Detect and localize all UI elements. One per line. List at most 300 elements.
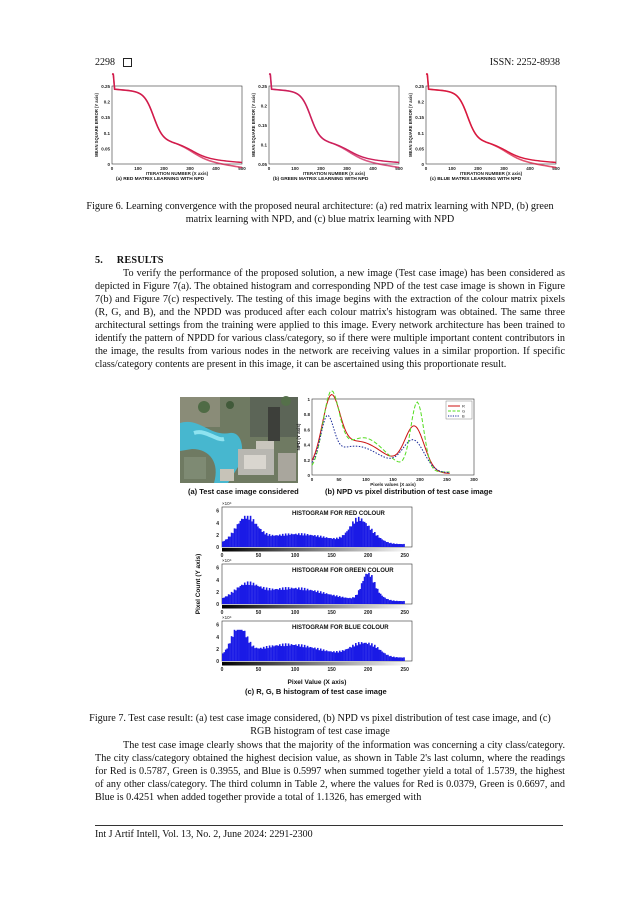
histogram-bar	[402, 544, 404, 547]
y-tick-label: 0.2	[260, 103, 267, 109]
histogram-bar	[364, 577, 366, 604]
x-tick-label: 0	[424, 166, 428, 171]
histogram-bar	[343, 535, 345, 547]
histogram-bar	[380, 538, 382, 547]
npd-x-tick: 300	[470, 477, 478, 482]
y-tick-label: 0.25	[101, 84, 110, 89]
histogram-bar	[321, 538, 323, 547]
histogram-bar	[279, 534, 281, 547]
histogram-bar	[374, 532, 376, 547]
histogram-bar	[254, 524, 256, 547]
histogram-bar	[273, 646, 275, 661]
histogram-bar	[234, 630, 236, 661]
npd-x-tick: 200	[416, 477, 424, 482]
y-tick-label: 0.1	[103, 130, 110, 136]
histogram-bar	[244, 631, 246, 661]
histogram-bar	[260, 586, 262, 604]
histogram-bar	[389, 543, 391, 547]
histogram-bar	[257, 648, 259, 661]
histogram-bar	[383, 597, 385, 604]
histogram-bar	[289, 535, 291, 547]
histogram-bar	[229, 643, 231, 661]
histogram-bar	[240, 521, 242, 547]
histogram-bar	[327, 594, 329, 604]
histogram-bar	[384, 598, 386, 604]
histogram-bar	[396, 657, 398, 661]
histogram-bar	[222, 598, 224, 604]
histogram-bar	[387, 599, 389, 604]
x-tick-label: 400	[369, 166, 377, 171]
histogram-bar	[279, 588, 281, 604]
histogram-bar	[260, 529, 262, 547]
histogram-bar	[298, 587, 300, 604]
x-axis-label: ITERATION NUMBER (X axis)	[302, 171, 366, 176]
histogram-bar	[324, 538, 326, 547]
histogram-title: HISTOGRAM FOR BLUE COLOUR	[292, 625, 389, 631]
hist-y-tick: 6	[216, 508, 219, 515]
fig6-panel-3	[408, 74, 560, 182]
intensity-ramp	[222, 548, 412, 552]
histogram-bar	[375, 588, 377, 604]
histogram-bar	[387, 542, 389, 547]
histogram-bar	[330, 651, 332, 661]
histogram-bar	[240, 586, 242, 604]
x-tick-label: 200	[317, 166, 325, 171]
histogram-bar	[250, 582, 252, 604]
x-tick-label: 500	[552, 166, 560, 171]
histogram-bar	[381, 596, 383, 604]
histogram-bar	[381, 539, 383, 547]
histogram-bar	[332, 539, 334, 547]
histogram-bar	[390, 543, 392, 547]
histogram-bar	[374, 645, 376, 661]
y-tick-label: 0.15	[101, 115, 110, 121]
histogram-bar	[367, 574, 369, 604]
histogram-bar	[232, 533, 234, 547]
histogram-bar	[275, 589, 277, 604]
histogram-bar	[286, 590, 288, 604]
x-tick-label: 400	[212, 166, 220, 171]
histogram-bar	[335, 539, 337, 547]
histogram-bar	[232, 637, 234, 661]
histogram-bar	[270, 536, 272, 547]
y-tick-label: 0.15	[415, 115, 424, 121]
histogram-bar	[351, 598, 353, 604]
hist-x-tick: 100	[290, 667, 300, 673]
histogram-bar	[223, 652, 225, 661]
histogram-bar	[330, 538, 332, 547]
page-number: 2298	[95, 57, 132, 68]
histogram-bar	[346, 531, 348, 547]
histogram-bar	[333, 651, 335, 661]
histogram-bar	[237, 630, 239, 661]
histogram-bar	[394, 544, 396, 547]
histogram-bar	[275, 535, 277, 547]
histogram-bar	[267, 590, 269, 604]
x-tick-label: 100	[291, 166, 299, 171]
hist-x-label: Pixel Value (X axis)	[287, 679, 347, 686]
histogram-bar	[368, 573, 370, 604]
histogram-bar	[278, 590, 280, 604]
histogram-bar	[327, 538, 329, 547]
histogram-bar	[242, 631, 244, 661]
histogram-bar	[403, 544, 405, 547]
hist-y-tick: 6	[216, 622, 219, 629]
histogram-bar	[294, 645, 296, 661]
histogram-bar	[267, 648, 269, 661]
y-tick-label: 0	[107, 162, 110, 167]
npd-y-tick: 0.2	[303, 457, 310, 463]
square-icon	[123, 58, 132, 67]
histogram-bar	[289, 589, 291, 604]
y-tick-label: 0	[421, 162, 424, 167]
histogram-bar	[333, 538, 335, 547]
histogram-bar	[310, 590, 312, 604]
histogram-bar	[231, 533, 233, 547]
histogram-bar	[361, 518, 363, 547]
histogram-bar	[349, 526, 351, 547]
histogram-bar	[282, 534, 284, 547]
histogram-bar	[307, 646, 309, 661]
histogram-bar	[234, 528, 236, 547]
x-tick-label: 300	[500, 166, 508, 171]
histogram-bar	[304, 533, 306, 547]
histogram-bar	[342, 597, 344, 604]
histogram-bar	[346, 649, 348, 661]
histogram-bar	[223, 598, 225, 604]
hist-x-tick: 0	[220, 610, 224, 616]
histogram-bar	[266, 533, 268, 547]
y-axis-label: MEAN SQUARE ERROR (Y axis)	[94, 93, 99, 157]
histogram-bar	[400, 601, 402, 604]
exponent-label: ×10⁴	[222, 501, 232, 506]
histogram-title: HISTOGRAM FOR RED COLOUR	[292, 511, 385, 517]
x-tick-label: 100	[448, 166, 456, 171]
histogram-bar	[308, 647, 310, 661]
histogram-bar	[393, 600, 395, 604]
histogram-bar	[266, 646, 268, 661]
histogram-bar	[397, 601, 399, 604]
issn: ISSN: 2252-8938	[489, 57, 560, 68]
histogram-bar	[260, 648, 262, 661]
histogram-bar	[365, 523, 367, 547]
histogram-bar	[291, 588, 293, 604]
histogram-bar	[389, 600, 391, 604]
histogram-bar	[244, 516, 246, 547]
y-tick-label: 0.05	[415, 146, 424, 152]
hist-x-tick: 200	[363, 553, 373, 559]
histogram-bar	[298, 644, 300, 661]
histogram-bar	[378, 650, 380, 661]
histogram-bar	[254, 586, 256, 604]
x-tick-label: 200	[160, 166, 168, 171]
histogram-bar	[253, 519, 255, 547]
histogram-bar	[327, 651, 329, 661]
histogram-bar	[278, 536, 280, 547]
histogram-bar	[365, 643, 367, 661]
x-tick-label: 300	[343, 166, 351, 171]
y-axis-label: MEAN SQUARE ERROR (Y axis)	[251, 93, 256, 157]
histogram-bar	[278, 646, 280, 661]
histogram-bar	[318, 650, 320, 661]
histogram-bar	[248, 585, 250, 604]
histogram-bar	[349, 598, 351, 604]
histogram-bar	[358, 517, 360, 547]
histogram-bar	[222, 653, 224, 661]
hist-x-tick: 0	[220, 553, 224, 559]
histogram-bar	[320, 591, 322, 604]
histogram-bar	[326, 593, 328, 604]
histogram-bar	[299, 535, 301, 547]
histogram-bar	[377, 535, 379, 547]
histogram-bar	[386, 655, 388, 661]
histogram-bar	[280, 590, 282, 604]
histogram-bar	[229, 537, 231, 547]
histogram-bar	[399, 544, 401, 547]
npd-y-label: NPD (Y axis)	[296, 423, 301, 451]
histogram-bar	[340, 597, 342, 604]
histogram-bar	[305, 590, 307, 604]
histogram-bar	[390, 656, 392, 661]
histogram-bar	[297, 535, 299, 547]
histogram-bar	[335, 596, 337, 604]
histogram-bar	[383, 653, 385, 661]
legend-entry: G	[462, 408, 466, 414]
histogram-bar	[307, 534, 309, 547]
histogram-bar	[285, 533, 287, 547]
histogram-bar	[261, 649, 263, 661]
histogram-bar	[307, 589, 309, 604]
histogram-bar	[356, 645, 358, 661]
histogram-bar	[380, 650, 382, 661]
histogram-bar	[269, 645, 271, 661]
histogram-bar	[316, 592, 318, 604]
histogram-bar	[318, 537, 320, 547]
histogram-bar	[276, 645, 278, 661]
histogram-bar	[400, 657, 402, 661]
histogram-bar	[326, 650, 328, 661]
histogram-bar	[362, 521, 364, 547]
test-case-image	[180, 396, 298, 483]
histogram-bar	[286, 646, 288, 661]
histogram-bar	[250, 642, 252, 661]
histogram-bar	[231, 636, 233, 661]
histogram-bar	[288, 587, 290, 604]
histogram-bar	[326, 537, 328, 547]
histogram-bar	[313, 591, 315, 604]
histogram-bar	[270, 647, 272, 661]
legend-entry: R	[462, 403, 465, 409]
histogram-bar	[241, 519, 243, 547]
panel-caption: (b) GREEN MATRIX LEARNING WITH NPD	[273, 177, 369, 182]
histogram-bar	[232, 593, 234, 604]
histogram-bar	[375, 536, 377, 547]
plot-frame	[426, 86, 556, 164]
histogram-bar	[371, 529, 373, 547]
hist-x-tick: 150	[327, 610, 336, 616]
histogram-bar	[292, 588, 294, 604]
histogram-bar	[351, 526, 353, 547]
x-tick-label: 500	[395, 166, 403, 171]
histogram-bar	[324, 594, 326, 604]
histogram-bar	[351, 648, 353, 661]
section-heading: 5. RESULTS	[95, 255, 164, 266]
histogram-bar	[272, 535, 274, 547]
histogram-bar	[259, 649, 261, 661]
histogram-bar	[402, 658, 404, 661]
histogram-bar	[323, 592, 325, 604]
histogram-bar	[329, 651, 331, 661]
npd-x-tick: 250	[443, 477, 451, 482]
histogram-bar	[321, 594, 323, 604]
histogram-bar	[231, 592, 233, 604]
histogram-bar	[348, 648, 350, 661]
histogram-bar	[297, 589, 299, 604]
histogram-bar	[330, 594, 332, 604]
histogram-bar	[225, 650, 227, 661]
histogram-bar	[273, 536, 275, 547]
footer-citation: Int J Artif Intell, Vol. 13, No. 2, June 2024: 2291-2300	[95, 829, 313, 840]
fig6-panel-1	[94, 74, 246, 182]
histogram-bar	[392, 601, 394, 604]
histogram-bar	[392, 657, 394, 661]
histogram-bar	[333, 595, 335, 604]
histogram-bar	[250, 516, 252, 547]
histogram-bar	[393, 543, 395, 547]
npd-x-tick: 100	[362, 477, 370, 482]
histogram-bar	[253, 583, 255, 604]
histogram-bar	[310, 647, 312, 661]
histogram-bar	[343, 651, 345, 661]
histogram-bar	[276, 535, 278, 547]
x-axis-label: ITERATION NUMBER (X axis)	[145, 171, 209, 176]
histogram-bar	[337, 539, 339, 547]
histogram-bar	[311, 647, 313, 661]
hist-y-tick: 4	[216, 520, 219, 527]
hist-x-tick: 150	[327, 553, 336, 559]
histogram-bar	[377, 589, 379, 604]
histogram-bar	[280, 646, 282, 661]
histogram-bar	[316, 537, 318, 547]
hist-y-tick: 0	[216, 545, 219, 551]
hist-x-tick: 200	[363, 667, 373, 673]
histogram-bar	[320, 649, 322, 661]
histogram-bar	[355, 518, 357, 547]
histogram-bar	[348, 530, 350, 547]
histogram-bar	[251, 646, 253, 661]
npd-y-tick: 0.4	[303, 442, 310, 448]
intensity-ramp	[222, 662, 412, 666]
histogram-bar	[348, 598, 350, 604]
histogram-bar	[264, 590, 266, 604]
histogram-bar	[248, 643, 250, 661]
histogram-bar	[226, 649, 228, 661]
npd-y-tick: 0	[307, 473, 310, 478]
histogram-bar	[393, 657, 395, 661]
histogram-bar	[223, 541, 225, 547]
y-tick-label: 0.25	[415, 84, 424, 89]
histogram-bar	[299, 647, 301, 661]
histogram-bar	[247, 581, 249, 604]
histogram-bar	[259, 587, 261, 604]
histogram-bar	[297, 646, 299, 661]
histogram-bar	[354, 598, 356, 604]
histogram-bar	[313, 648, 315, 661]
histogram-bar	[295, 588, 297, 604]
results-paragraph-1: To verify the performance of the proposed solution, a new image (Test case image) has been considered as depicted in Figure 7(a). The obtained histogram and corresponding NPD of the test case image is shown in Figure 7(b) and Figure 7(c) respectively. The testing of this image begins with the extraction of the colour matrix pixels (R, G, and B), and the NPDD was produced after each colour matrix's histogram was obtained. The same three architectural settings from the training were applied to this image. Every network architecture has been trained to identify the pattern of NPDD for various class/category, so if there were multiple important content contributors in the image, the results from various nodes in the network are receiving values in a similar proportion. If specific class/category contents are present in this image, it can be ascertained using this proportionate result.	[95, 268, 565, 370]
x-tick-label: 0	[267, 166, 271, 171]
histogram-bar	[269, 588, 271, 604]
histogram-bar	[261, 532, 263, 547]
x-tick-label: 300	[186, 166, 194, 171]
histogram-bar	[345, 649, 347, 661]
histogram-bar	[358, 642, 360, 661]
histogram-bar	[256, 585, 258, 604]
npd-legend	[446, 401, 472, 419]
histogram-bar	[245, 519, 247, 547]
histogram-bar	[346, 598, 348, 604]
histogram-bar	[253, 646, 255, 661]
histogram-bar	[282, 587, 284, 604]
histogram-bar	[241, 630, 243, 661]
histogram-bar	[361, 583, 363, 604]
histogram-bar	[242, 585, 244, 604]
histogram-bar	[389, 656, 391, 661]
figure-6	[88, 80, 558, 192]
histogram-bar	[292, 534, 294, 547]
x-tick-label: 100	[134, 166, 142, 171]
histogram-bar	[261, 588, 263, 604]
histogram-bar	[275, 645, 277, 661]
histogram-bar	[244, 583, 246, 604]
histogram-bar	[251, 521, 253, 547]
hist-y-tick: 2	[216, 646, 219, 653]
histogram-bar	[256, 524, 258, 547]
histogram-bar	[364, 522, 366, 547]
histogram-bar	[394, 601, 396, 604]
hist-x-tick: 50	[255, 553, 262, 559]
histogram-bar	[257, 526, 259, 547]
histogram-bar	[394, 657, 396, 661]
histogram-bar	[339, 596, 341, 604]
histogram-bar	[336, 651, 338, 661]
histogram-bar	[370, 530, 372, 547]
histogram-bar	[317, 648, 319, 661]
histogram-bar	[390, 600, 392, 604]
histogram-bar	[340, 652, 342, 661]
histogram-bar	[254, 648, 256, 661]
histogram-bar	[399, 657, 401, 661]
histogram-bar	[267, 536, 269, 547]
histogram-bar	[340, 538, 342, 547]
histogram-bar	[286, 535, 288, 547]
histogram-bar	[294, 534, 296, 547]
histogram-bar	[352, 645, 354, 661]
histogram-bar	[399, 601, 401, 604]
histogram-bar	[294, 588, 296, 604]
histogram-bar	[386, 542, 388, 547]
histogram-bar	[324, 651, 326, 661]
histogram-bar	[381, 651, 383, 661]
histogram-bar	[235, 529, 237, 547]
histogram-bar	[362, 643, 364, 661]
histogram-bar	[282, 644, 284, 661]
histogram-bar	[305, 647, 307, 661]
histogram-bar	[228, 594, 230, 604]
hist-x-tick: 100	[290, 553, 300, 559]
histogram-bar	[397, 544, 399, 547]
y-tick-label: 0.2	[103, 99, 110, 105]
